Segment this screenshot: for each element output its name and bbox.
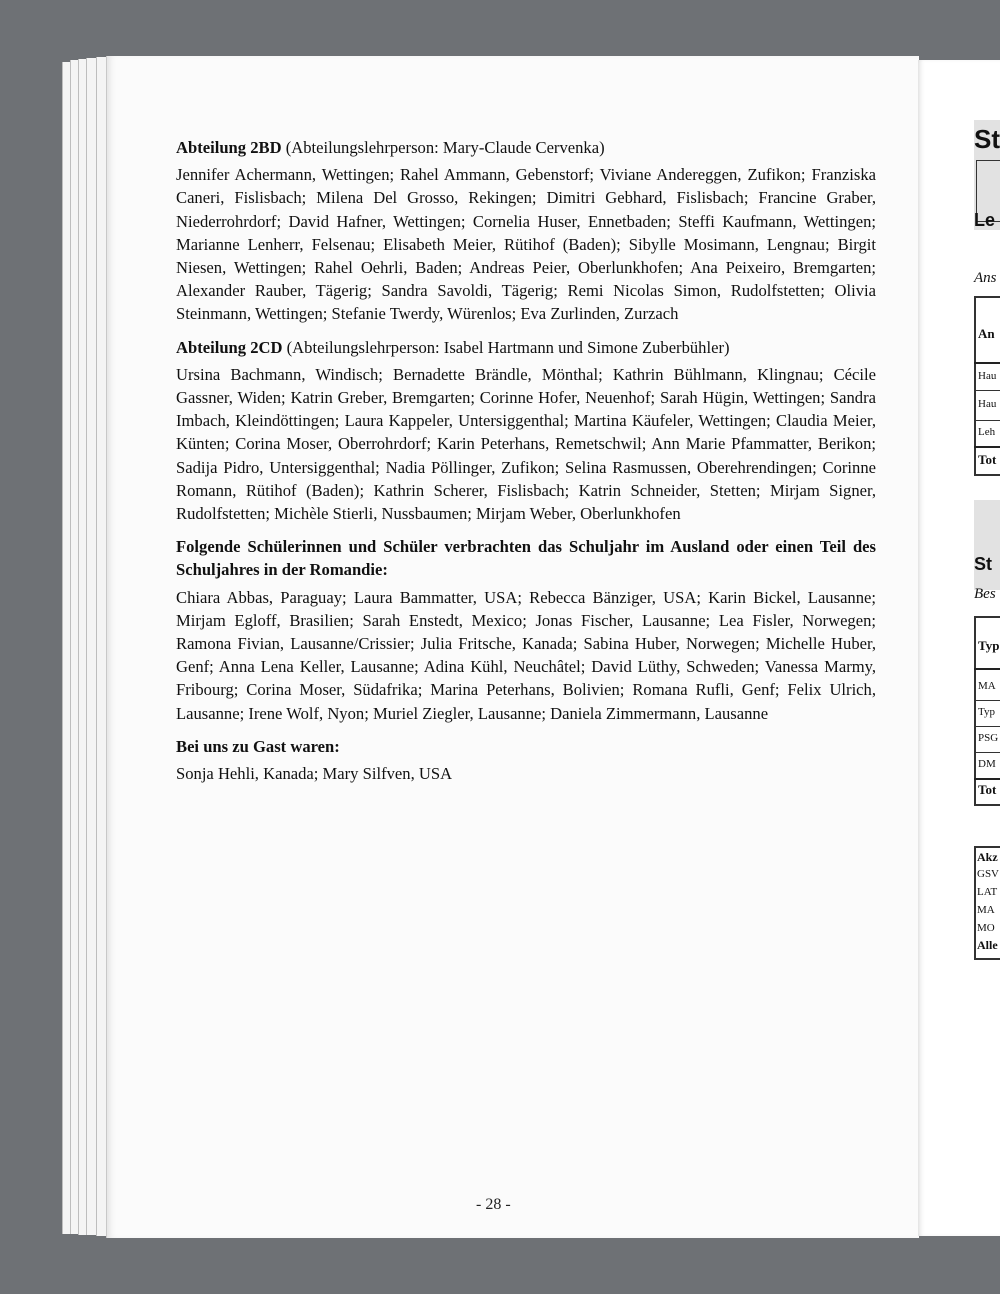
table-header: Akz — [977, 850, 998, 864]
section-heading: Folgende Schülerinnen und Schüler verbrachten das Schuljahr im Ausland oder einen Teil des Schuljahres in der Romandie: — [176, 537, 876, 580]
next-page-caption: Bes — [974, 586, 996, 602]
table-total: Tot — [978, 782, 997, 797]
next-page-title: St — [974, 124, 1000, 154]
table-rule — [974, 668, 1000, 670]
section-guests — [176, 735, 876, 785]
table-rule — [974, 362, 1000, 364]
table-rule — [974, 390, 1000, 391]
table-cell: Hau — [978, 398, 997, 410]
table-cell: LAT — [977, 886, 998, 898]
table-rule — [974, 726, 1000, 727]
gray-band — [974, 500, 1000, 590]
next-page-caption: Ans — [974, 270, 997, 286]
table-rule — [974, 446, 1000, 448]
page-number: - 28 - — [476, 1196, 511, 1213]
section-heading: Abteilung 2CD — [176, 337, 283, 357]
table-header: An — [978, 326, 995, 341]
table-cell: GSV — [977, 868, 1000, 880]
table-rule — [974, 752, 1000, 753]
next-page-fragment — [918, 60, 1000, 1236]
table-cell: Leh — [978, 426, 996, 438]
table-total: Alle — [977, 938, 998, 952]
student-list: Chiara Abbas, Paraguay; Laura Bammatter, USA; Rebecca Bänziger, USA; Karin Bickel, Lausanne; Mirjam Egloff, Brasilien; Sarah Enstedt, Mexico; Jonas Fischer, Lausanne; Lea Fisler, Norwegen; Ramona Fivian, Lausanne/Crissier; Julia Fritsche, Kanada; Sabina Huber, Norwegen; Michelle Huber, Genf; Anna Lena Keller, Lausanne; Adina Kühl, Neuchâtel; David Lüthy, Schweden; Vanessa Marmy, Fribourg; Corina Moser, Südafrika; Marina Peterhans, Bolivien; Romana Rufli, Genf; Felix Ulrich, Lausanne; Irene Wolf, Nyon; Muriel Ziegler, Lausanne; Daniela Zimmermann, Lausanne — [176, 587, 876, 723]
section-teacher: (Abteilungslehrperson: Mary-Claude Cervenka) — [285, 138, 605, 157]
table-total: Tot — [978, 452, 997, 467]
guest-list: Sonja Hehli, Kanada; Mary Silfven, USA — [176, 764, 453, 784]
section-2bd — [176, 136, 876, 326]
section-heading: Bei uns zu Gast waren: — [176, 736, 340, 756]
table-cell: MO — [977, 922, 995, 934]
table-cell: MA — [977, 904, 995, 916]
next-page-subtitle: Le — [974, 210, 996, 230]
next-page-subtitle: St — [974, 554, 992, 574]
table-rule — [974, 700, 1000, 701]
table-rule — [974, 778, 1000, 780]
section-2cd — [176, 336, 876, 526]
table-cell: DM — [978, 758, 996, 770]
table-cell: Hau — [978, 370, 997, 382]
table-cell: PSG — [978, 732, 999, 744]
next-page-table — [974, 296, 1000, 476]
section-heading: Abteilung 2BD — [176, 138, 282, 157]
table-cell: MA — [978, 680, 996, 692]
section-teacher: (Abteilungslehrperson: Isabel Hartmann und Simone Zuberbühler) — [286, 337, 730, 357]
page-content — [176, 136, 876, 795]
section-abroad — [176, 535, 876, 725]
table-header: Typ — [978, 638, 1000, 653]
student-list: Ursina Bachmann, Windisch; Bernadette Brändle, Mönthal; Kathrin Bühlmann, Klingnau; Cécile Gassner, Widen; Katrin Greber, Bremgarten; Corinne Hofer, Neuenhof; Sarah Hügin, Wettingen; Sandra Imbach, Kleindöttingen; Laura Kappeler, Untersiggenthal; Martina Käufeler, Wettingen; Claudia Meier, Künten; Corina Moser, Oberrohrdorf; Karin Peterhans, Remetschwil; Ann Marie Pfammatter, Berikon; Sadija Pidro, Untersiggenthal; Nadia Pöllinger, Zufikon; Selina Rasmussen, Oberehrendingen; Corinne Romann, Rütihof (Baden); Kathrin Scherer, Fislisbach; Katrin Schneider, Stetten; Mirjam Signer, Rudolfstetten; Michèle Stierli, Nussbaumen; Mirjam Weber, Oberlunkhofen — [176, 364, 876, 524]
table-rule — [974, 420, 1000, 421]
student-list: Jennifer Achermann, Wettingen; Rahel Ammann, Gebenstorf; Viviane Andereggen, Zufikon; Franziska Caneri, Fislisbach; Milena Del Grosso, Rekingen; Dimitri Gebhard, Fislisbach; Francine Graber, Niederrohrdorf; David Hafner, Wettingen; Cornelia Huser, Ennetbaden; Steffi Kaufmann, Wettingen; Marianne Lenherr, Felsenau; Elisabeth Meier, Rütihof (Baden); Sibylle Mosimann, Lengnau; Birgit Niesen, Wettingen; Rahel Oehrli, Baden; Andreas Peier, Oberlunkhofen; Ana Peixeiro, Bremgarten; Alexander Rauber, Tägerig; Sandra Savoldi, Tägerig; Remi Nicolas Simon, Rudolfstetten; Olivia Steinmann, Wettingen; Stefanie Twerdy, Würenlos; Eva Zurlinden, Zurzach — [176, 165, 876, 324]
table-cell: Typ — [978, 706, 995, 718]
